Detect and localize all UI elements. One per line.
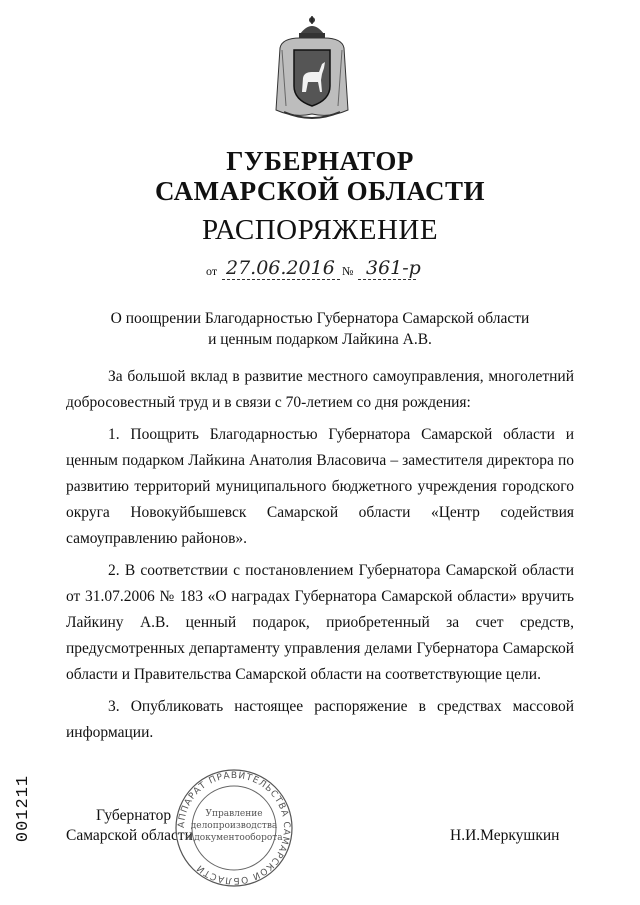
date-underline: [222, 279, 340, 280]
handwritten-number: 361-р: [366, 257, 421, 279]
issuer-title-line2: САМАРСКОЙ ОБЛАСТИ: [154, 176, 486, 206]
registration-number-text: 001211: [14, 774, 34, 843]
item-1-paragraph: 1. Поощрить Благодарностью Губернатора Самарской области и ценным подарком Лайкина Анатолия Власовича – заместителя директора по развитию территорий муниципального бюджетного учреждения городского округа Новокуйбышевск Самарской области «Центр содействия самоуправлению районов».: [66, 426, 574, 547]
handwritten-date: 27.06.2016: [226, 257, 335, 279]
issuer-title-line1: ГУБЕРНАТОР: [226, 146, 414, 176]
office-stamp: [172, 766, 296, 890]
document-body: [66, 364, 574, 752]
signatory-name: Н.И.Меркушкин: [450, 827, 560, 844]
item-2-paragraph: 2. В соответствии с постановлением Губернатора Самарской области от 31.07.2006 № 183 «О наградах Губернатора Самарской области» вручить Лайкину А.В. ценный подарок, приобретенный за счет средств, предусмотренных департаменту управления делами Губернатора Самарской области и Правительства Самарской области на соответствующие цели.: [66, 562, 574, 683]
coat-of-arms-emblem: [270, 14, 354, 124]
document-subject: [0, 308, 640, 350]
signatory-title-line2: Самарской области: [66, 827, 193, 844]
registration-number: [16, 773, 46, 853]
item-3-paragraph: 3. Опубликовать настоящее распоряжение в средствах массовой информации.: [66, 698, 574, 741]
signatory-title-line1: Губернатор: [96, 807, 172, 824]
date-number-line: [206, 255, 506, 285]
subject-line1: О поощрении Благодарностью Губернатора Самарской области: [110, 310, 530, 327]
intro-paragraph: За большой вклад в развитие местного самоуправления, многолетний добросовестный труд и в связи с 70-летием со дня рождения:: [66, 368, 574, 411]
stamp-ring-text: АППАРАТ ПРАВИТЕЛЬСТВА САМАРСКОЙ ОБЛАСТИ: [176, 770, 292, 886]
stamp-center-line3: и документооборота: [185, 833, 283, 843]
stamp-center-line2: делопроизводства: [190, 821, 278, 831]
number-label: №: [342, 264, 354, 278]
date-from-label: от: [206, 264, 218, 278]
stamp-center-line1: Управление: [205, 809, 263, 819]
document-type-title: РАСПОРЯЖЕНИЕ: [201, 214, 439, 246]
number-underline: [358, 279, 416, 280]
subject-line2: и ценным подарком Лайкина А.В.: [208, 331, 432, 348]
